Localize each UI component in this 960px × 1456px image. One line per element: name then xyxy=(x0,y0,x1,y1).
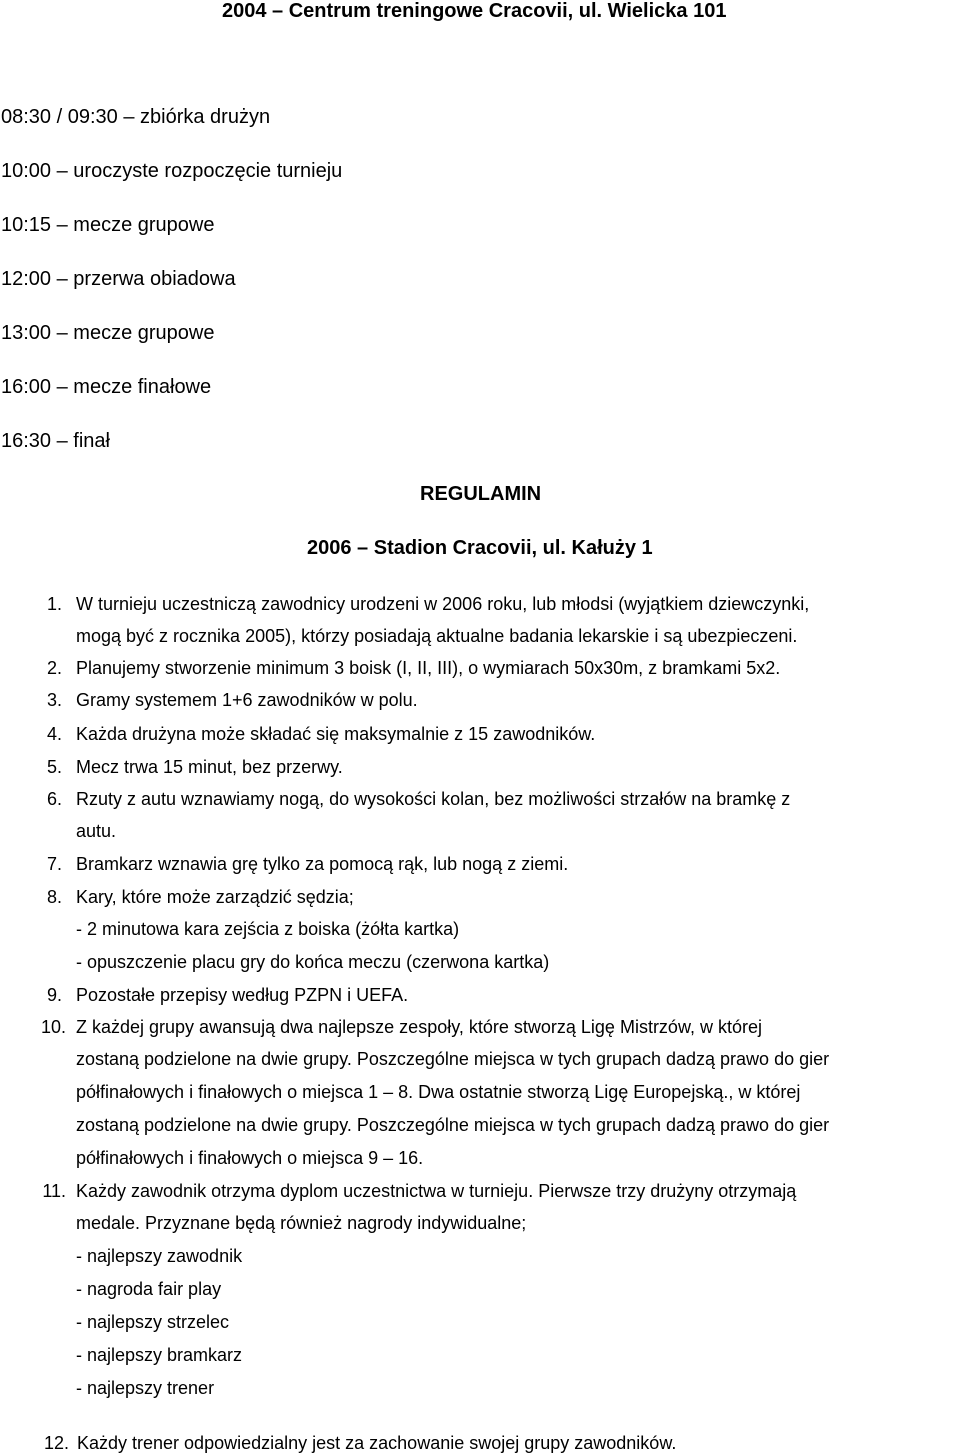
regulamin-title: REGULAMIN xyxy=(420,483,542,505)
rule-text: półfinałowych i finałowych o miejsca 9 – 16. xyxy=(76,1148,424,1168)
rule-text: - nagroda fair play xyxy=(76,1279,222,1299)
rule-text: Pozostałe przepisy według PZPN i UEFA. xyxy=(76,985,409,1005)
rule-text: półfinałowych i finałowych o miejsca 1 – 8. Dwa ostatnie stworzą Ligę Europejską., w której xyxy=(76,1082,801,1102)
rule-number: 9. xyxy=(46,985,62,1005)
rule-text: autu. xyxy=(76,821,117,841)
schedule-item: 08:30 / 09:30 – zbiórka drużyn xyxy=(1,106,271,128)
page-title: 2004 – Centrum treningowe Cracovii, ul. Wielicka 101 xyxy=(222,0,727,22)
rule-text: - 2 minutowa kara zejścia z boiska (żółta kartka) xyxy=(76,919,460,939)
rule-number: 11. xyxy=(42,1181,66,1201)
rule-text: zostaną podzielone na dwie grupy. Poszczególne miejsca w tych grupach dadzą prawo do gier xyxy=(76,1115,830,1135)
rule-number: 2. xyxy=(46,658,62,678)
schedule-item: 10:00 – uroczyste rozpoczęcie turnieju xyxy=(1,160,343,182)
schedule-item: 13:00 – mecze grupowe xyxy=(1,322,215,344)
rule-text: - najlepszy bramkarz xyxy=(76,1345,243,1365)
regulamin-subtitle: 2006 – Stadion Cracovii, ul. Kałuży 1 xyxy=(307,537,653,559)
rule-number: 12. xyxy=(43,1433,69,1453)
rule-text: Kary, które może zarządzić sędzia; xyxy=(76,887,354,907)
rule-number: 8. xyxy=(46,887,62,907)
rule-text: medale. Przyznane będą również nagrody indywidualne; xyxy=(76,1213,527,1233)
rule-number: 1. xyxy=(46,594,62,614)
rule-text: Gramy systemem 1+6 zawodników w polu. xyxy=(76,690,418,710)
rule-text: Rzuty z autu wznawiamy nogą, do wysokości kolan, bez możliwości strzałów na bramkę z xyxy=(76,789,791,809)
rule-number: 3. xyxy=(46,690,62,710)
rule-number: 4. xyxy=(46,724,62,744)
rule-text: - najlepszy trener xyxy=(76,1378,215,1398)
rule-text: Każdy zawodnik otrzyma dyplom uczestnictwa w turnieju. Pierwsze trzy drużyny otrzymają xyxy=(76,1181,797,1201)
rule-text: zostaną podzielone na dwie grupy. Poszczególne miejsca w tych grupach dadzą prawo do gier xyxy=(76,1049,830,1069)
schedule-item: 12:00 – przerwa obiadowa xyxy=(1,268,236,290)
schedule-item: 16:30 – finał xyxy=(1,430,110,452)
rule-text: - najlepszy zawodnik xyxy=(76,1246,243,1266)
rule-text: - opuszczenie placu gry do końca meczu (czerwona kartka) xyxy=(76,952,550,972)
rule-text: - najlepszy strzelec xyxy=(76,1312,230,1332)
rule-text: Każda drużyna może składać się maksymalnie z 15 zawodników. xyxy=(76,724,596,744)
rule-text: Bramkarz wznawia grę tylko za pomocą rąk, lub nogą z ziemi. xyxy=(76,854,569,874)
rule-text: Planujemy stworzenie minimum 3 boisk (I, II, III), o wymiarach 50x30m, z bramkami 5x2. xyxy=(76,658,781,678)
rule-number: 10. xyxy=(40,1017,66,1037)
rule-text: mogą być z rocznika 2005), którzy posiadają aktualne badania lekarskie i są ubezpieczeni. xyxy=(76,626,798,646)
rule-text: Z każdej grupy awansują dwa najlepsze zespoły, które stworzą Ligę Mistrzów, w której xyxy=(76,1017,762,1037)
rule-number: 5. xyxy=(46,757,62,777)
rule-text: W turnieju uczestniczą zawodnicy urodzeni w 2006 roku, lub młodsi (wyjątkiem dziewczynki, xyxy=(76,594,810,614)
rule-number: 6. xyxy=(46,789,62,809)
schedule-item: 10:15 – mecze grupowe xyxy=(1,214,215,236)
rule-text: Mecz trwa 15 minut, bez przerwy. xyxy=(76,757,343,777)
rule-text: Każdy trener odpowiedzialny jest za zachowanie swojej grupy zawodników. xyxy=(77,1433,677,1453)
rule-number: 7. xyxy=(46,854,62,874)
schedule-item: 16:00 – mecze finałowe xyxy=(1,376,212,398)
